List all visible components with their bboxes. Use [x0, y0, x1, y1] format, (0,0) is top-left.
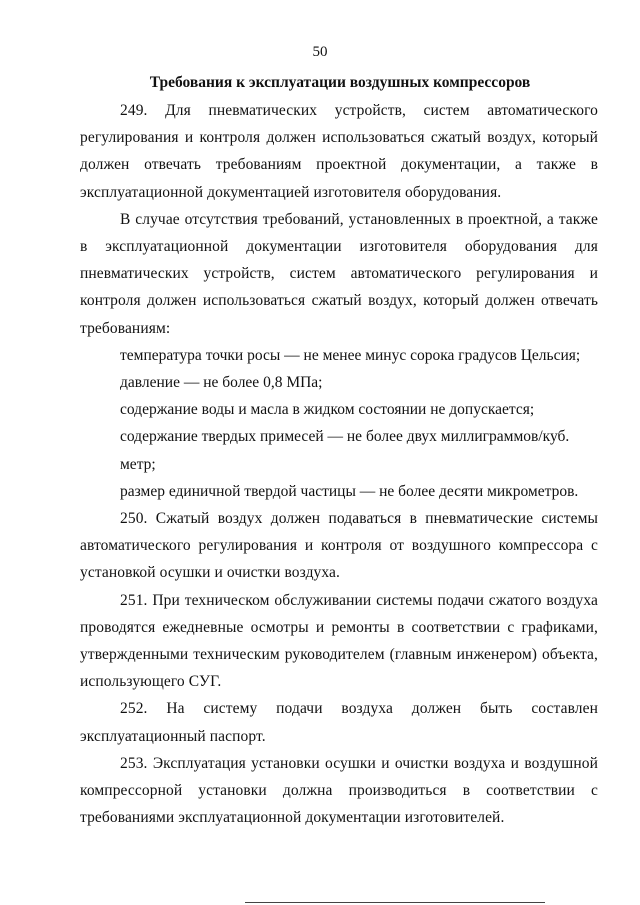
- section-title: Требования к эксплуатации воздушных компрессоров: [149, 74, 531, 91]
- page-number: 50: [312, 44, 328, 60]
- requirement-solid-impurities: содержание твердых примесей — не более двух миллиграммов/куб. метр;: [120, 428, 570, 473]
- requirement-dew-point: температура точки росы — не менее минус сорока градусов Цельсия;: [120, 346, 581, 364]
- document-body: [80, 97, 598, 831]
- paragraph-252: 252. На систему подачи воздуха должен быть составлен эксплуатационный паспорт.: [80, 700, 598, 745]
- paragraph-251: 251. При техническом обслуживании системы подачи сжатого воздуха проводятся ежедневные осмотры и ремонты в соответствии с графиками, утвержденными техническим руководителем (главным инженером) объекта, использующего СУГ.: [80, 591, 598, 691]
- scan-edge-line: [245, 902, 545, 903]
- paragraph-253: 253. Эксплуатация установки осушки и очистки воздуха и воздушной компрессорной установки должна производиться в соответствии с требованиями эксплуатационной документации изготовителей.: [80, 754, 598, 827]
- paragraph-requirements-intro: В случае отсутствия требований, установленных в проектной, а также в эксплуатационной документации изготовителя оборудования для пневматических устройств, систем автоматического регулирования и контроля должен использоваться сжатый воздух, который должен отвечать требованиям:: [80, 210, 598, 337]
- paragraph-250: 250. Сжатый воздух должен подаваться в пневматические системы автоматического регулирования и контроля от воздушного компрессора с установкой осушки и очистки воздуха.: [80, 510, 598, 582]
- requirement-pressure: давление — не более 0,8 МПа;: [120, 374, 323, 392]
- paragraph-249: 249. Для пневматических устройств, систем автоматического регулирования и контроля должен использоваться сжатый воздух, который должен отвечать требованиям проектной документации, а также в эксплуатационной документацией изготовителя оборудования.: [80, 102, 598, 201]
- requirement-particle-size: размер единичной твердой частицы — не более десяти микрометров.: [120, 482, 579, 500]
- requirement-water-oil: содержание воды и масла в жидком состоянии не допускается;: [120, 401, 535, 419]
